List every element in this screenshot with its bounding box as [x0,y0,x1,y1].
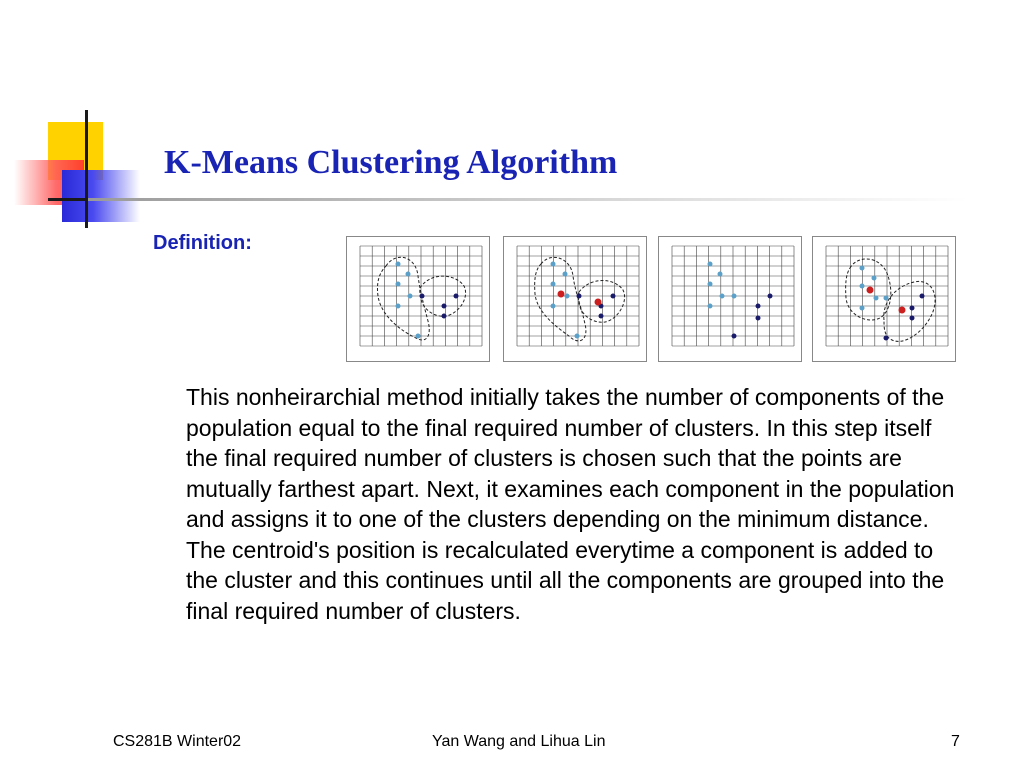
kmeans-step-1-svg [346,236,490,362]
slide-title: K-Means Clustering Algorithm [164,144,618,181]
footer-course: CS281B Winter02 [113,733,242,750]
logo-vertical-line [85,110,88,228]
definition-body-text: This nonheirarchial method initially takes the number of components of the population equal to the final required number of clusters. In this step itself the final required number of clusters is chosen such that the points are mutually farthest apart. Next, it examines each component in the population and assigns it to one of the clusters depending on the minimum distance. The centroid's position is recalculated everytime a component is added to the cluster and this continues until all the components are grouped into the final required number of clusters. [186,384,955,624]
kmeans-step-figure-3 [658,236,802,362]
title-underline [88,198,968,201]
logo-blue-square [62,170,140,222]
kmeans-step-figure-2 [503,236,647,362]
kmeans-step-figure-4 [812,236,956,362]
slide-logo-decoration [0,100,150,230]
kmeans-step-3-svg [658,236,802,362]
footer-authors: Yan Wang and Lihua Lin [432,733,606,750]
kmeans-step-2-svg [503,236,647,362]
footer-page-number: 7 [951,733,960,750]
kmeans-step-figure-1 [346,236,490,362]
kmeans-step-4-svg [812,236,956,362]
definition-label: Definition: [153,232,252,254]
